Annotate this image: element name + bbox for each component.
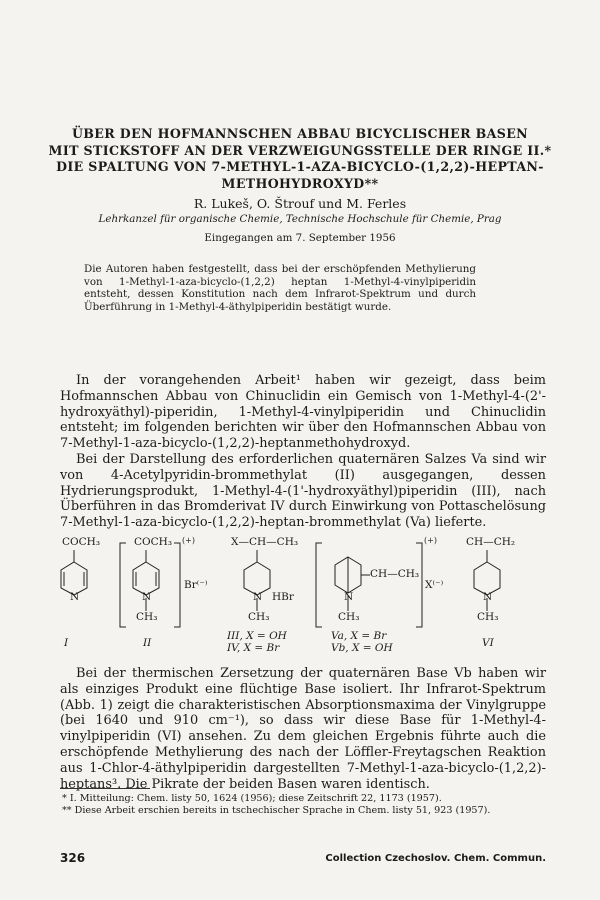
received-date: Eingegangen am 7. September 1956 [204, 232, 396, 244]
atom-n: N [142, 591, 152, 603]
group-cococh3: COCH₃ [62, 536, 101, 548]
authors: R. Lukeš, O. Štrouf und M. Ferles [193, 196, 407, 211]
atom-n: N [483, 591, 493, 603]
label-I: I [64, 637, 69, 649]
label-III: III, X = OH [227, 630, 287, 642]
charge-plus: (+) [182, 536, 195, 545]
label-VI: VI [482, 637, 494, 649]
group-cococh3: COCH₃ [134, 536, 173, 548]
footnote-2: ** Diese Arbeit erschien bereits in tschechischer Sprache in Chem. listy 51, 923 (1957). [62, 805, 491, 816]
footnote-1: * I. Mitteilung: Chem. listy 50, 1624 (1956); diese Zeitschrift 22, 1173 (1957). [62, 793, 442, 804]
group-ch-ch3: CH—CH₃ [370, 568, 420, 580]
group-ch3: CH₃ [477, 611, 499, 623]
label-Va: Va, X = Br [331, 630, 387, 642]
structure-V-ring [316, 543, 422, 627]
body-paragraph-1 [60, 373, 546, 452]
title-line: MIT STICKSTOFF AN DER VERZWEIGUNGSSTELLE DER RINGE II.* [48, 142, 552, 158]
paragraph-text: Bei der Darstellung des erforderlichen quaternären Salzes Va sind wir von 4-Acetylpyridin-brommethylat (II) ausgegangen, dessen Hydrierungsprodukt, 1-Methyl-4-(1'-hydroxyäthyl)piperidin (III), nach Überführen in das Bromderivat IV durch Einwirkung von Pottaschelösung 7-Methyl-1-aza-bicyclo-(1,2,2)-heptan-brommethylat (Va) lieferte. [60, 452, 546, 531]
group-x-ch-ch3: X—CH—CH₃ [231, 536, 299, 548]
title-line: METHOHYDROXYD** [221, 175, 379, 191]
counterion-br: Br⁽⁻⁾ [184, 579, 208, 591]
atom-n: N [253, 591, 263, 603]
atom-n: N [70, 591, 80, 603]
label-IV: IV, X = Br [227, 642, 280, 654]
label-II: II [143, 637, 152, 649]
paragraph-text: In der vorangehenden Arbeit¹ haben wir gezeigt, dass beim Hofmannschen Abbau von Chinuclidin ein Gemisch von 1-Methyl-4-(2'-hydroxyäthyl)-piperidin, 1-Methyl-4-vinylpiperidin und Chinuclidin entsteht; im folgenden berichten wir über den Hofmannschen Abbau von 7-Methyl-1-aza-bicyclo-(1,2,2)-heptanmethohydroxyd. [60, 373, 546, 452]
counterion-x: X⁽⁻⁾ [425, 579, 444, 591]
title-line: ÜBER DEN HOFMANNSCHEN ABBAU BICYCLISCHER BASEN [71, 126, 529, 141]
body-paragraph-3 [60, 666, 546, 792]
atom-n: N [344, 591, 354, 603]
group-ch3: CH₃ [136, 611, 158, 623]
footnote-divider [60, 788, 150, 789]
group-ch-ch2: CH—CH₂ [466, 536, 516, 548]
charge-plus: (+) [424, 536, 437, 545]
abstract: Die Autoren haben festgestellt, dass bei der erschöpfenden Methylierung von 1-Methyl-1-aza-bicyclo-(1,2,2) heptan 1-Methyl-4-vinylpiperidin entsteht, dessen Konstitution nach dem Infrarot-Spektrum und durch Überführung in 1-Methyl-4-äthylpiperidin bestätigt wurde. [84, 263, 476, 313]
group-ch3: CH₃ [338, 611, 360, 623]
label-Vb: Vb, X = OH [331, 642, 393, 654]
body-paragraph-2 [60, 452, 546, 531]
affiliation: Lehrkanzel für organische Chemie, Technische Hochschule für Chemie, Prag [98, 213, 502, 225]
structure-scheme [0, 535, 600, 655]
article-title [40, 126, 560, 192]
group-hbr: HBr [272, 591, 294, 603]
structure-I-ring [61, 550, 87, 595]
journal-name: Collection Czechoslov. Chem. Commun. [325, 853, 546, 864]
group-ch3: CH₃ [248, 611, 270, 623]
page-number: 326 [60, 851, 86, 865]
paragraph-text: Bei der thermischen Zersetzung der quaternären Base Vb haben wir als einziges Produkt eine flüchtige Base isoliert. Ihr Infrarot-Spektrum (Abb. 1) zeigt die charakteristischen Absorptionsmaxima der Vinylgruppe (bei 1640 und 910 cm⁻¹), so dass wir diese Base für 1-Methyl-4-vinylpiperidin (VI) ansehen. Zu dem gleichen Ergebnis führte auch die erschöpfende Methylierung des nach der Löffler-Freytagschen Reaktion aus 1-Chlor-4-äthylpiperidin dargestellten 7-Methyl-1-aza-bicyclo-(1,2,2)-heptans³. Die Pikrate der beiden Basen waren identisch. [60, 666, 546, 792]
structure-drawing [0, 535, 600, 655]
title-line: DIE SPALTUNG VON 7-METHYL-1-AZA-BICYCLO-(1,2,2)-HEPTAN- [56, 159, 544, 174]
